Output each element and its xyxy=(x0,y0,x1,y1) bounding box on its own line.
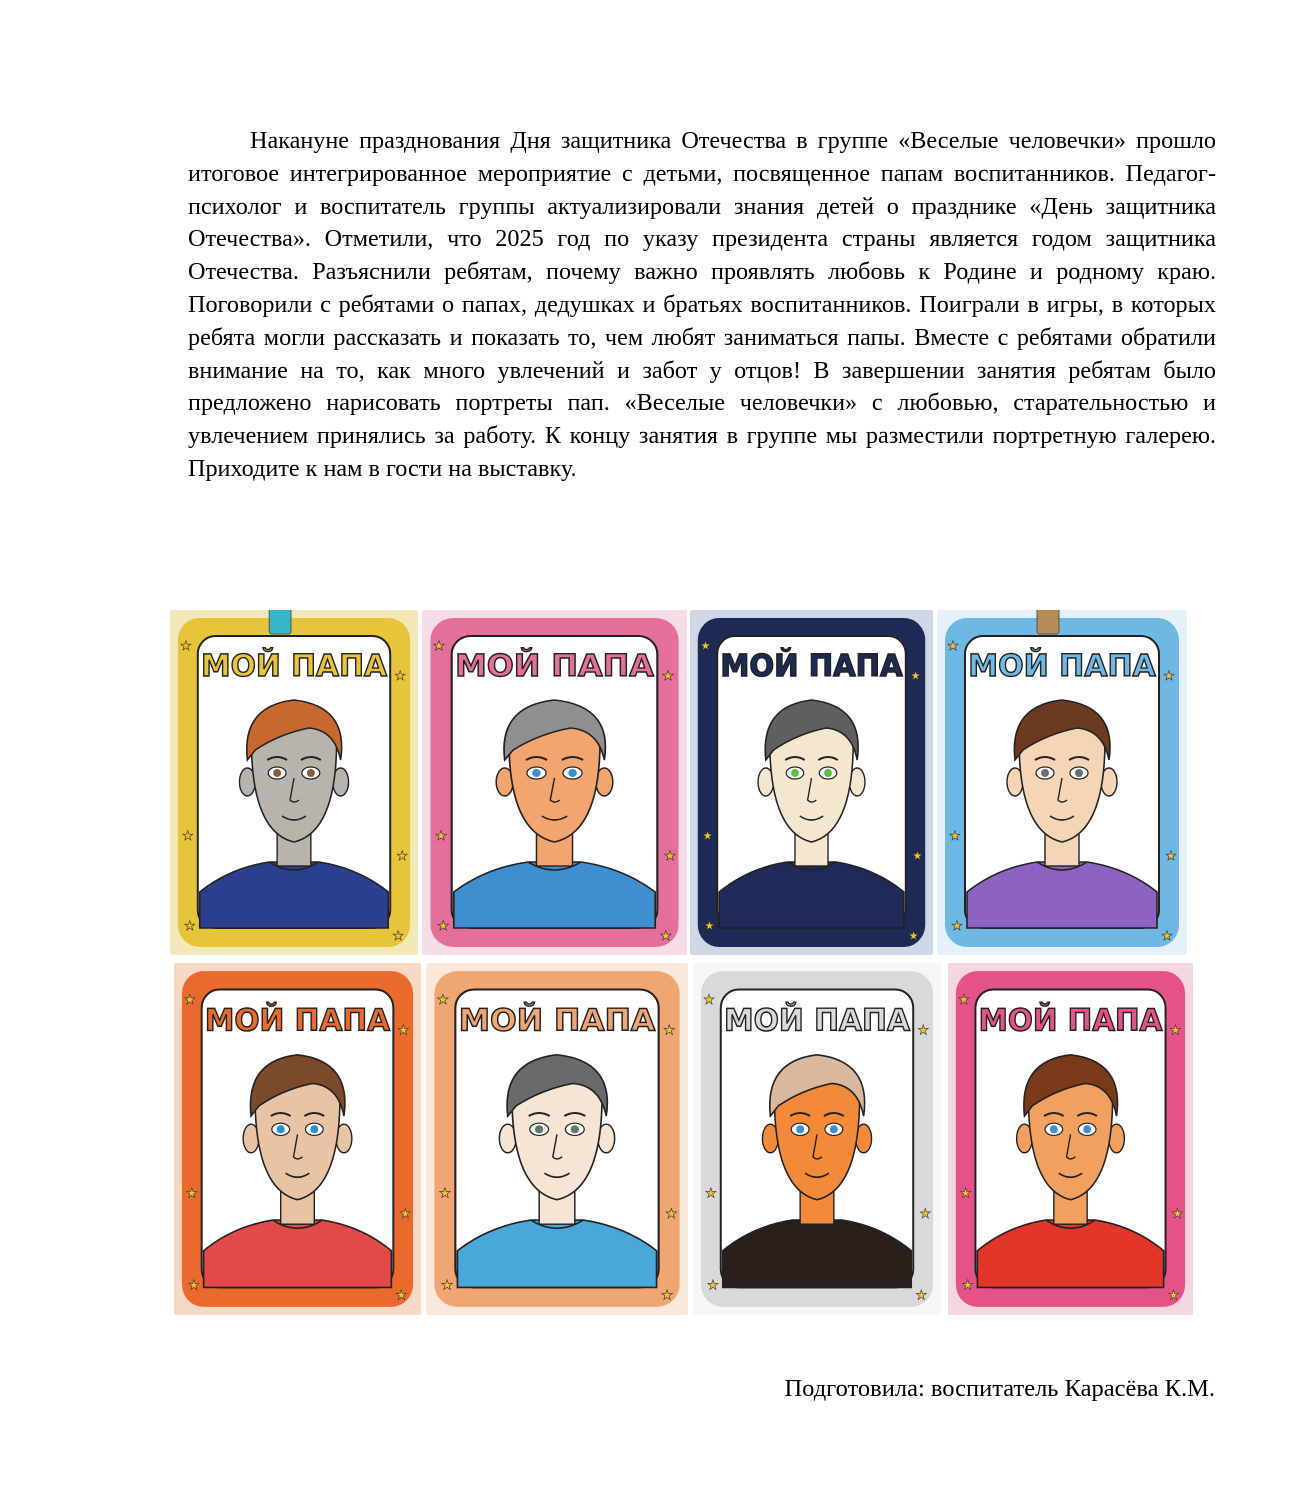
svg-text:★: ★ xyxy=(959,1185,972,1201)
portrait-drawing xyxy=(426,963,688,1315)
article-paragraph: Накануне празднования Дня защитника Отечества в группе «Веселые человечки» прошло итоговое интегрированное мероприятие с детьми, посвященное папам воспитанников. Педагог-психолог и воспитатель группы актуализировали знания детей о празднике «День защитника Отечества». Отметили, что 2025 год по указу президента страны является годом защитника Отечества. Разъяснили ребятам, почему важно проявлять любовь к Родине и родному краю. Поговорили с ребятами о папах, дедушках и братьях воспитанников. Поиграли в игры, в которых ребята могли рассказать и показать то, чем любят заниматься папы. Вместе с ребятами обратили внимание на то, как много увлечений и забот у отцов! В завершении занятия ребятам было предложено нарисовать портреты пап. «Веселые человечки» с любовью, старательностью и увлечением принялись за работу. К концу занятия в группе мы разместили портретную галерею. Приходите к нам в гости на выставку. xyxy=(188,127,1216,482)
signature: Подготовила: воспитатель Карасёва К.М. xyxy=(784,1375,1215,1402)
svg-text:★: ★ xyxy=(961,1277,974,1293)
portrait-drawing xyxy=(422,610,687,955)
portrait-card xyxy=(690,610,933,955)
svg-text:★: ★ xyxy=(957,991,970,1007)
svg-text:★: ★ xyxy=(432,638,446,653)
svg-text:★: ★ xyxy=(951,918,963,933)
svg-text:★: ★ xyxy=(947,638,959,653)
svg-text:★: ★ xyxy=(660,1287,674,1303)
svg-text:★: ★ xyxy=(1163,668,1175,683)
svg-text:★: ★ xyxy=(1167,1287,1180,1303)
card-title: МОЙ ПАПА xyxy=(458,1002,656,1039)
svg-text:★: ★ xyxy=(180,637,192,654)
svg-text:★: ★ xyxy=(397,1022,409,1038)
svg-text:★: ★ xyxy=(701,828,714,844)
svg-text:★: ★ xyxy=(184,991,196,1007)
svg-text:★: ★ xyxy=(1171,1205,1184,1222)
card-title: МОЙ ПАПА xyxy=(455,648,654,684)
portrait-drawing xyxy=(693,963,941,1315)
svg-text:★: ★ xyxy=(909,668,922,684)
portrait-drawing xyxy=(690,610,933,955)
card-title: МОЙ ПАПА xyxy=(968,649,1156,684)
svg-text:★: ★ xyxy=(665,1206,678,1222)
svg-text:★: ★ xyxy=(663,1022,676,1038)
svg-text:★: ★ xyxy=(1165,848,1177,863)
portrait-drawing xyxy=(937,610,1187,955)
article-text xyxy=(188,125,1216,486)
portrait-card xyxy=(170,610,418,955)
card-title: МОЙ ПАПА xyxy=(204,1002,391,1039)
svg-text:★: ★ xyxy=(663,848,677,863)
svg-text:★: ★ xyxy=(1161,928,1173,943)
portrait-drawing xyxy=(170,610,418,955)
portrait-card xyxy=(174,963,421,1315)
svg-text:★: ★ xyxy=(699,638,712,654)
svg-text:★: ★ xyxy=(436,991,449,1007)
svg-text:★: ★ xyxy=(188,1277,200,1293)
svg-text:★: ★ xyxy=(703,991,715,1007)
svg-text:★: ★ xyxy=(394,667,406,684)
card-title: МОЙ ПАПА xyxy=(978,1002,1163,1039)
svg-text:★: ★ xyxy=(396,847,408,864)
svg-text:★: ★ xyxy=(949,828,961,843)
svg-text:★: ★ xyxy=(440,1277,454,1293)
svg-text:★: ★ xyxy=(437,918,450,933)
svg-text:★: ★ xyxy=(392,927,404,944)
svg-text:★: ★ xyxy=(703,918,716,934)
svg-text:★: ★ xyxy=(434,828,448,843)
portrait-card xyxy=(948,963,1193,1315)
svg-text:★: ★ xyxy=(186,1185,198,1201)
svg-text:★: ★ xyxy=(911,848,924,864)
portrait-card xyxy=(422,610,687,955)
svg-text:★: ★ xyxy=(438,1185,451,1201)
svg-text:★: ★ xyxy=(661,668,675,683)
card-title: МОЙ ПАПА xyxy=(724,1002,910,1039)
svg-text:★: ★ xyxy=(707,1277,719,1293)
portrait-card xyxy=(937,610,1187,955)
svg-text:★: ★ xyxy=(1169,1022,1182,1038)
svg-text:★: ★ xyxy=(705,1185,717,1201)
svg-text:★: ★ xyxy=(395,1287,407,1303)
portrait-drawing xyxy=(948,963,1193,1315)
svg-text:★: ★ xyxy=(907,928,920,944)
svg-text:★: ★ xyxy=(184,917,196,934)
portrait-card xyxy=(426,963,688,1315)
svg-text:★: ★ xyxy=(917,1022,929,1038)
card-title: МОЙ ПАПА xyxy=(720,648,903,684)
svg-text:★: ★ xyxy=(659,928,672,943)
svg-text:★: ★ xyxy=(182,827,194,844)
portrait-drawing xyxy=(174,963,421,1315)
portrait-card xyxy=(693,963,941,1315)
svg-text:★: ★ xyxy=(915,1287,927,1303)
svg-text:★: ★ xyxy=(399,1205,411,1222)
svg-text:★: ★ xyxy=(919,1205,931,1222)
card-title: МОЙ ПАПА xyxy=(200,648,388,685)
portrait-gallery xyxy=(170,610,1195,1315)
